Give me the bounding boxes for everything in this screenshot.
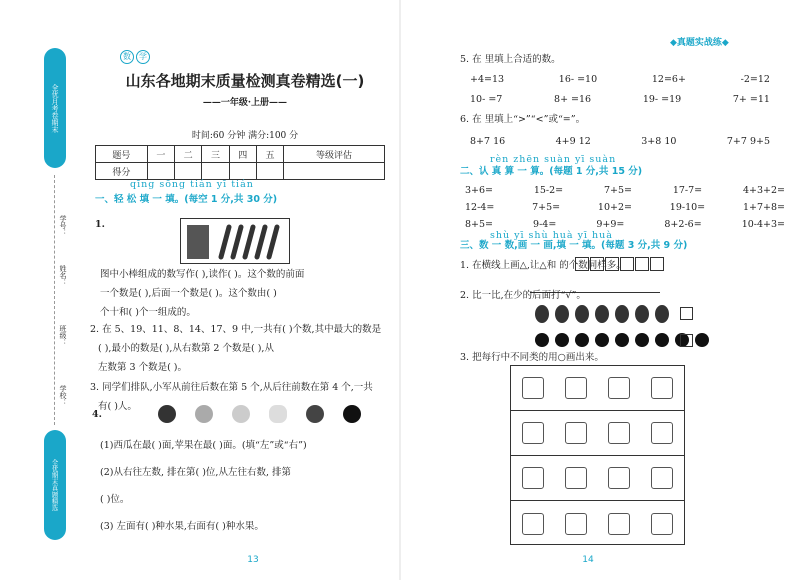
score-cell[interactable] — [256, 163, 283, 180]
grade-subtitle: ——一年级·上册—— — [202, 98, 288, 108]
books-icon — [608, 513, 630, 535]
apple-icon — [575, 333, 589, 347]
apple-icon — [655, 333, 669, 347]
calc-grid: 3+6= 15-2= 7+5= 17-7= 4+3+2= 12-4= 7+5= 10+2= 19-10= 1+7+8= 8+5= 9-4= 9+9= 8+2-6= 10-4+3= — [465, 185, 785, 230]
right-header: ◆真题实战练◆ — [670, 38, 729, 48]
page-title: 山东各地期末质量检测真卷精选(一) — [125, 72, 365, 90]
section3-heading: 三、数 一 数,画 一 画,填 一 填。(每题 3 分,共 9 分) — [460, 240, 688, 251]
section2-pinyin: rèn zhēn suàn yī suàn — [490, 154, 617, 165]
cuboid-icon — [651, 467, 673, 489]
q5-heading: 5. 在 里填上合适的数。 — [460, 54, 561, 65]
name-field: 姓名： — [59, 265, 67, 286]
q6-heading: 6. 在 里填上“>”“<”或“=”。 — [460, 114, 586, 125]
apple-icon — [595, 333, 609, 347]
check-box-apples[interactable] — [680, 334, 693, 347]
side-tab-top: 全优月考卷期末 — [44, 48, 66, 168]
cut-line — [54, 175, 55, 425]
page-number-right: 14 — [582, 555, 594, 565]
score-cell[interactable] — [229, 163, 256, 180]
carrot-icon — [555, 305, 569, 323]
q4-text: (1)西瓜在最( )面,苹果在最( )面。(填“左”或“右”) (2)从右往左数, 排在第( )位,从左往右数, 排第 ( )位。 (3) 左面有( )种水果,右面有( )种水果。 — [100, 440, 307, 532]
bottle-icon — [565, 513, 587, 535]
score-table: 题号 一 二 三 四 五 等级评估 得分 — [95, 145, 385, 180]
book-icon — [608, 377, 630, 399]
score-cell[interactable] — [175, 163, 202, 180]
q5-row1: +4=13 16- =10 12=6+ -2=12 — [470, 74, 770, 85]
box-row — [575, 257, 665, 274]
grid-row-produce — [511, 411, 684, 456]
q6-row: 8+7 16 4+9 12 3+8 10 7+7 9+5 — [470, 136, 770, 147]
apple-icon — [695, 333, 709, 347]
apple-icon — [651, 422, 673, 444]
r1-text: 1. 在横线上画△,让△和 的个数同样多。 — [460, 260, 626, 271]
check-box-carrots[interactable] — [680, 307, 693, 320]
q1-text: 图中小棒组成的数写作( ),读作( )。这个数的前面 一个数是( ),后面一个数是( )。这个数由( ) 个十和( )个一组成的。 — [100, 269, 305, 318]
watermelon-icon — [158, 405, 176, 423]
side-binding-strip — [40, 40, 70, 540]
mango-icon — [195, 405, 213, 423]
apple-icon — [555, 333, 569, 347]
toothpaste-icon — [522, 513, 544, 535]
carrot-icon — [615, 305, 629, 323]
student-id-field: 学号： — [59, 215, 67, 236]
score-cell[interactable] — [284, 163, 385, 180]
r3-text: 3. 把每行中不同类的用○画出来。 — [460, 352, 604, 363]
wheat-icon — [565, 422, 587, 444]
q1-number: 1. — [95, 219, 105, 230]
q2-text: 2. 在 5、19、11、8、14、17、9 中,一共有( )个数,其中最大的数是 ( ),最小的数是( ),从右数第 2 个数是( ),从 左数第 3 个数是( )。 — [90, 324, 382, 373]
squirrel-icon — [565, 377, 587, 399]
grid-row-shapes — [511, 456, 684, 501]
apple-icon — [535, 333, 549, 347]
grid-row-animals — [511, 366, 684, 411]
rectangle-icon — [522, 467, 544, 489]
apple-icon — [343, 405, 361, 423]
cube-icon — [608, 467, 630, 489]
section1-pinyin: qīng sōng tián yī tián — [130, 179, 254, 190]
toothbrush-icon — [651, 513, 673, 535]
section1-heading: 一、轻 松 填 一 填。(每空 1 分,共 30 分) — [95, 194, 278, 205]
cow-icon — [522, 377, 544, 399]
strawberry-icon — [306, 405, 324, 423]
carrot-icon — [535, 305, 549, 323]
mango-icon — [522, 422, 544, 444]
score-cell[interactable] — [202, 163, 229, 180]
rooster-icon — [651, 377, 673, 399]
r2-text: 2. 比一比,在少的后面打“√”。 — [460, 290, 586, 301]
sticks-picture — [180, 218, 290, 264]
school-field: 学校： — [59, 385, 67, 406]
class-field: 班级： — [59, 325, 67, 346]
subject-badge: 数 学 — [120, 50, 150, 64]
apple-icon — [615, 333, 629, 347]
pear-icon — [232, 405, 250, 423]
carrot-icon — [575, 305, 589, 323]
exam-meta: 时间:60 分钟 满分:100 分 — [191, 131, 299, 141]
section3-pinyin: shù yī shù huà yī huà — [490, 230, 613, 241]
carrot-icon — [635, 305, 649, 323]
cylinder-icon — [565, 467, 587, 489]
section2-heading: 二、认 真 算 一 算。(每题 1 分,共 15 分) — [460, 166, 643, 177]
grid-row-daily — [511, 501, 684, 546]
carrot-row — [535, 305, 669, 323]
q3-text: 3. 同学们排队,小军从前往后数在第 5 个,从后往前数在第 4 个,一共 有( )人。 — [90, 382, 373, 412]
page-number-left: 13 — [247, 555, 259, 565]
q4-number: 4. — [92, 409, 102, 420]
page-fold — [399, 0, 401, 580]
side-tab-bottom: 全优期末真题精选 — [44, 430, 66, 540]
q5-row2: 10- =7 8+ =16 19- =19 7+ =11 — [470, 94, 770, 105]
classification-grid — [510, 365, 685, 545]
score-cell[interactable] — [147, 163, 174, 180]
banana-icon — [269, 405, 287, 423]
apple-icon — [635, 333, 649, 347]
pineapple-icon — [608, 422, 630, 444]
carrot-icon — [595, 305, 609, 323]
fruit-row — [150, 405, 369, 423]
carrot-icon — [655, 305, 669, 323]
